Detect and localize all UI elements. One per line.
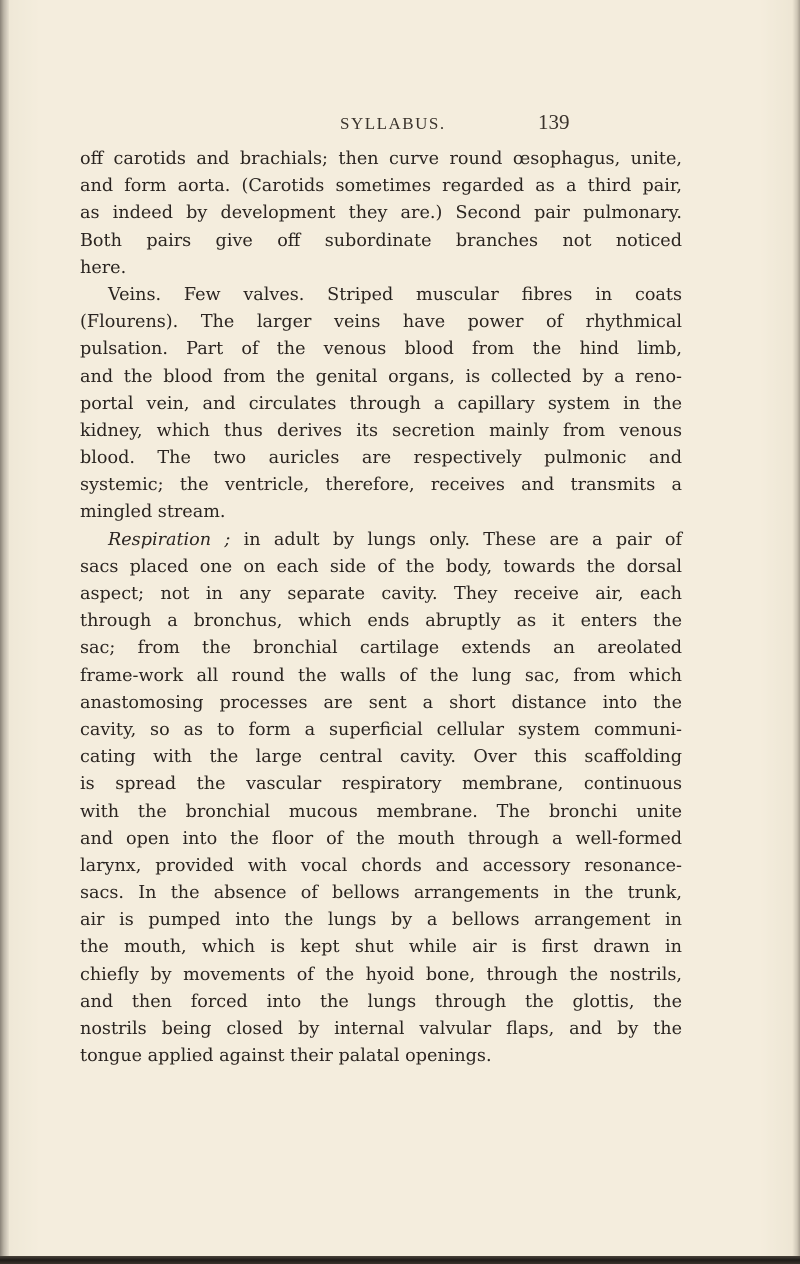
text-line: Both pairs give off subordinate branches not noticed [80, 230, 682, 251]
text-line: mingled stream. [80, 502, 226, 523]
text-line: chiefly by movements of the hyoid bone, through the nostrils, [80, 964, 682, 985]
text-line: here. [80, 257, 127, 278]
page-number: 139 [538, 110, 570, 134]
text-line: portal vein, and circulates through a capillary system in the [80, 393, 682, 414]
text-line: nostrils being closed by internal valvular flaps, and by the [80, 1019, 682, 1039]
text-line: and then forced into the lungs through the glottis, the [80, 991, 682, 1012]
respiration-heading: Respiration ; [108, 529, 231, 550]
text-line: tongue applied against their palatal openings. [80, 1046, 492, 1067]
text-line: cavity, so as to form a superficial cellular system communi- [80, 719, 682, 740]
text-line: the mouth, which is kept shut while air is first drawn in [80, 937, 682, 958]
text-line: anastomosing processes are sent a short distance into the [80, 692, 682, 713]
text-line: with the bronchial mucous membrane. The bronchi unite [80, 801, 682, 822]
page-left-edge [0, 0, 9, 1264]
running-head: SYLLABUS. [340, 114, 446, 133]
text-line: aspect; not in any separate cavity. They receive air, each [80, 584, 682, 604]
text-line: sacs. In the absence of bellows arrangements in the trunk, [80, 883, 682, 904]
text-line: and open into the floor of the mouth through a well-formed [80, 828, 682, 849]
text-line: Veins. Few valves. Striped muscular fibres in coats [108, 284, 682, 305]
text-line: and form aorta. (Carotids sometimes regarded as a third pair, [80, 176, 682, 197]
text-line: off carotids and brachials; then curve round œsophagus, unite, [80, 149, 682, 169]
text-line: (Flourens). The larger veins have power of rhythmical [80, 312, 682, 333]
text-line: sac; from the bronchial cartilage extends an areolated [80, 638, 682, 659]
text-line: as indeed by development they are.) Second pair pulmonary. [80, 203, 682, 224]
text-line: sacs placed one on each side of the body, towards the dorsal [80, 556, 682, 577]
text-line: and the blood from the genital organs, is collected by a reno- [80, 366, 682, 387]
body-text [80, 146, 682, 1070]
text-line: blood. The two auricles are respectively pulmonic and [80, 448, 682, 469]
page-bottom-edge [0, 1256, 800, 1264]
respiration-line-rest: in adult by lungs only. These are a pair of [230, 529, 682, 550]
text-line: systemic; the ventricle, therefore, receives and transmits a [80, 475, 682, 496]
text-line: kidney, which thus derives its secretion mainly from venous [80, 420, 682, 441]
text-line: pulsation. Part of the venous blood from the hind limb, [80, 339, 682, 360]
text-line: larynx, provided with vocal chords and accessory resonance- [80, 855, 682, 876]
text-line: cating with the large central cavity. Over this scaffolding [80, 747, 682, 768]
text-line-respiration [80, 527, 682, 554]
page-right-edge [792, 0, 800, 1264]
text-line: air is pumped into the lungs by a bellows arrangement in [80, 910, 682, 931]
text-line: is spread the vascular respiratory membrane, continuous [80, 774, 682, 795]
text-line: frame-work all round the walls of the lung sac, from which [80, 665, 682, 686]
text-line: through a bronchus, which ends abruptly as it enters the [80, 611, 682, 632]
